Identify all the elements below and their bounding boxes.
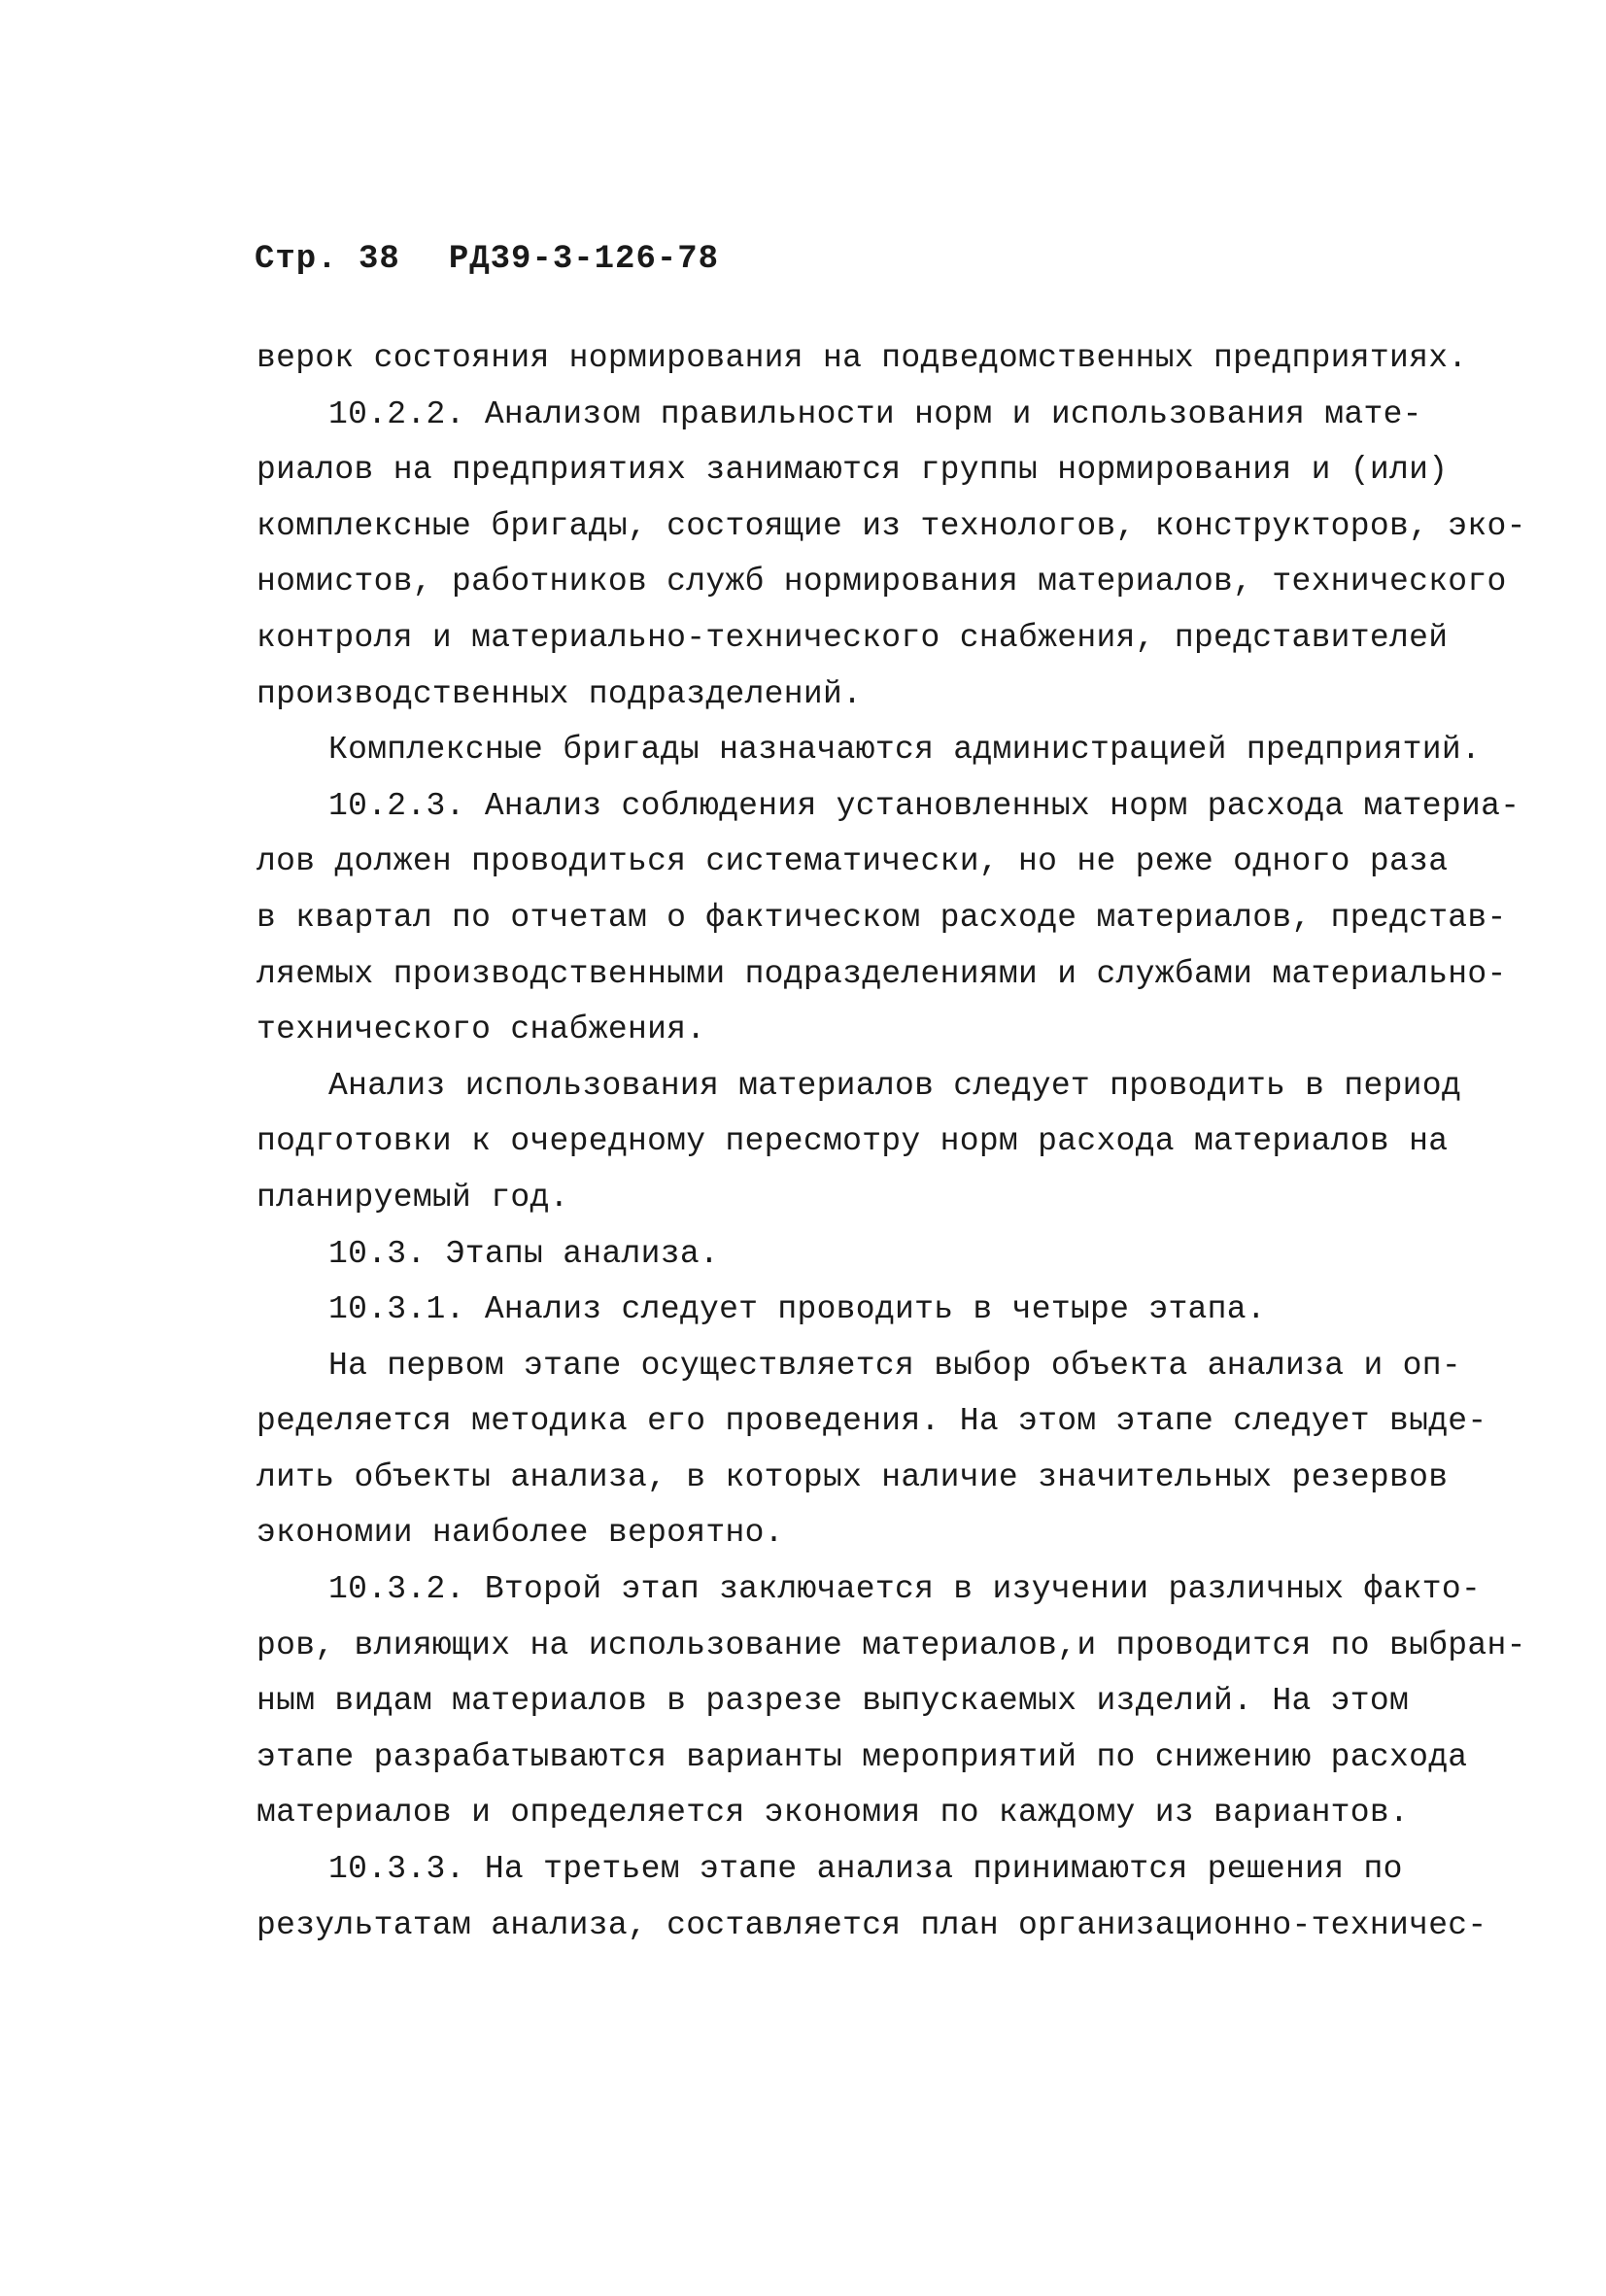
text-line: технического снабжения. — [256, 1011, 706, 1048]
page-number: Стр. 38 — [255, 241, 400, 278]
text-line: риалов на предприятиях занимаются группы нормирования и (или) — [256, 452, 1449, 489]
text-line: 10.3. Этапы анализа. — [328, 1235, 720, 1272]
text-line: подготовки к очередному пересмотру норм расхода материалов на — [256, 1123, 1449, 1160]
text-line: лить объекты анализа, в которых наличие значительных резервов — [256, 1458, 1449, 1495]
page-header — [255, 241, 719, 278]
text-line: ным видам материалов в разрезе выпускаемых изделий. На этом — [256, 1683, 1410, 1720]
text-line: 10.3.3. На третьем этапе анализа принимаются решения по — [328, 1851, 1403, 1888]
text-line: 10.2.2. Анализом правильности норм и использования мате- — [328, 395, 1422, 432]
text-line: Анализ использования материалов следует проводить в период — [328, 1067, 1461, 1104]
text-line: материалов и определяется экономия по каждому из вариантов. — [256, 1795, 1410, 1832]
text-line: этапе разрабатываются варианты мероприятий по снижению расхода — [256, 1738, 1468, 1775]
text-line: результатам анализа, составляется план организационно-техничес- — [256, 1906, 1487, 1943]
text-line: экономии наиболее вероятно. — [256, 1515, 784, 1552]
text-line: ров, влияющих на использование материалов,и проводится по выбран- — [256, 1627, 1526, 1663]
text-line: верок состояния нормирования на подведомственных предприятиях. — [256, 340, 1468, 376]
text-line: в квартал по отчетам о фактическом расходе материалов, представ- — [256, 899, 1507, 936]
text-line: ляемых производственными подразделениями и службами материально- — [256, 955, 1507, 992]
text-line: номистов, работников служб нормирования материалов, технического — [256, 564, 1507, 600]
text-line: лов должен проводиться систематически, но не реже одного раза — [256, 843, 1449, 880]
text-line: контроля и материально-технического снабжения, представителей — [256, 619, 1449, 656]
text-line: комплексные бригады, состоящие из технологов, конструкторов, эко- — [256, 507, 1526, 544]
document-code: РД39-3-126-78 — [448, 241, 720, 278]
text-line: 10.2.3. Анализ соблюдения установленных норм расхода материа- — [328, 787, 1521, 824]
text-line: производственных подразделений. — [256, 675, 863, 712]
text-line: На первом этапе осуществляется выбор объекта анализа и оп- — [328, 1347, 1461, 1384]
text-line: планируемый год. — [256, 1179, 569, 1216]
text-line: ределяется методика его проведения. На этом этапе следует выде- — [256, 1403, 1487, 1440]
text-line: 10.3.2. Второй этап заключается в изучении различных факто- — [328, 1571, 1482, 1608]
text-line: 10.3.1. Анализ следует проводить в четыре этапа. — [328, 1291, 1266, 1328]
text-line: Комплексные бригады назначаются администрацией предприятий. — [328, 732, 1482, 769]
body-text — [256, 330, 1526, 1953]
